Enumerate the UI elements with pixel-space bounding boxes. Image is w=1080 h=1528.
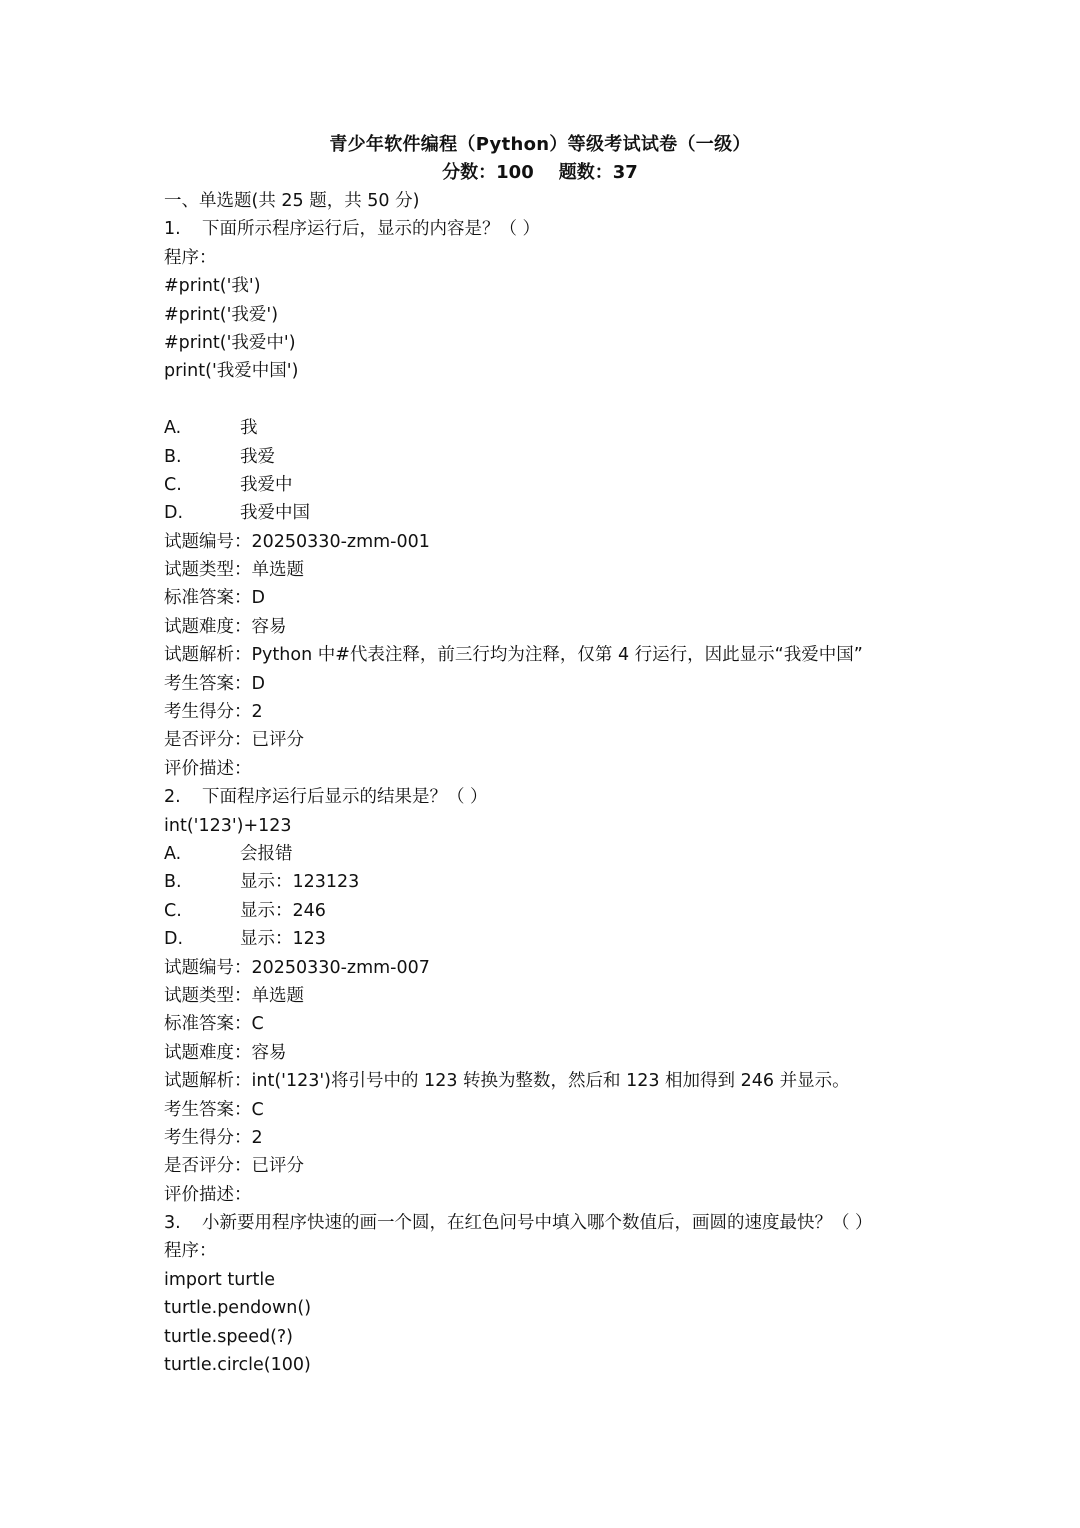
option-letter: A. xyxy=(164,418,182,439)
question-number: 1. xyxy=(164,219,181,240)
standard-answer: 标准答案：D xyxy=(164,588,265,609)
code-line: int('123')+123 xyxy=(164,815,292,836)
standard-answer: 标准答案：C xyxy=(164,1014,264,1035)
question-type: 试题类型：单选题 xyxy=(164,560,304,581)
code-line: turtle.speed(?) xyxy=(164,1326,294,1347)
program-label: 程序： xyxy=(164,247,217,268)
question-id: 试题编号：20250330-zmm-007 xyxy=(164,957,430,978)
option-a[interactable] xyxy=(164,840,1044,868)
question-2-stem xyxy=(164,783,1044,811)
option-b[interactable] xyxy=(164,868,1044,896)
spacer xyxy=(164,386,1044,414)
graded-status: 是否评分：已评分 xyxy=(164,1156,304,1177)
evaluation: 评价描述： xyxy=(164,758,252,779)
option-text: 会报错 xyxy=(240,843,293,864)
code-line: #print('我爱') xyxy=(164,304,279,325)
option-c[interactable] xyxy=(164,471,1044,499)
student-answer: 考生答案：C xyxy=(164,1099,264,1120)
program-label: 程序： xyxy=(164,1241,217,1262)
exam-title: 青少年软件编程（Python）等级考试试卷（一级） xyxy=(329,134,751,155)
difficulty: 试题难度：容易 xyxy=(164,616,287,637)
student-score: 考生得分：2 xyxy=(164,702,263,723)
student-score: 考生得分：2 xyxy=(164,1127,263,1148)
option-letter: A. xyxy=(164,843,182,864)
exam-body xyxy=(164,187,1044,1379)
option-text: 显示：123123 xyxy=(240,872,360,893)
option-text: 我爱中国 xyxy=(240,503,310,524)
option-text: 显示：246 xyxy=(240,900,326,921)
question-type: 试题类型：单选题 xyxy=(164,985,304,1006)
code-line: print('我爱中国') xyxy=(164,361,299,382)
code-line: import turtle xyxy=(164,1269,275,1290)
code-line: #print('我爱中') xyxy=(164,332,296,353)
option-a[interactable] xyxy=(164,414,1044,442)
option-text: 我爱中 xyxy=(240,474,293,495)
question-text: 下面程序运行后显示的结果是？（ ） xyxy=(202,787,488,808)
student-answer: 考生答案：D xyxy=(164,673,265,694)
option-letter: D. xyxy=(164,503,184,524)
option-text: 我爱 xyxy=(240,446,275,467)
option-letter: C. xyxy=(164,474,182,495)
code-line: #print('我') xyxy=(164,276,261,297)
question-id: 试题编号：20250330-zmm-001 xyxy=(164,531,430,552)
code-line: turtle.circle(100) xyxy=(164,1355,311,1376)
question-3-stem xyxy=(164,1209,1044,1237)
graded-status: 是否评分：已评分 xyxy=(164,730,304,751)
option-letter: B. xyxy=(164,446,182,467)
option-text: 我 xyxy=(240,418,258,439)
option-text: 显示：123 xyxy=(240,929,326,950)
option-d[interactable] xyxy=(164,499,1044,527)
option-d[interactable] xyxy=(164,925,1044,953)
question-number: 3. xyxy=(164,1213,181,1234)
option-c[interactable] xyxy=(164,897,1044,925)
option-letter: B. xyxy=(164,872,182,893)
section-header: 一、单选题(共 25 题，共 50 分) xyxy=(164,191,420,211)
question-text: 小新要用程序快速的画一个圆，在红色问号中填入哪个数值后，画圆的速度最快？（ ） xyxy=(202,1213,873,1234)
exam-summary: 分数：100 题数：37 xyxy=(442,162,638,183)
explanation: 试题解析：Python 中#代表注释，前三行均为注释，仅第 4 行运行，因此显示“我爱中国” xyxy=(164,645,863,666)
explanation: 试题解析：int('123')将引号中的 123 转换为整数，然后和 123 相加得到 246 并显示。 xyxy=(164,1071,850,1092)
question-text: 下面所示程序运行后，显示的内容是？（ ） xyxy=(202,219,541,240)
difficulty: 试题难度：容易 xyxy=(164,1042,287,1063)
option-b[interactable] xyxy=(164,443,1044,471)
code-line: turtle.pendown() xyxy=(164,1298,312,1319)
question-number: 2. xyxy=(164,787,181,808)
evaluation: 评价描述： xyxy=(164,1184,252,1205)
option-letter: D. xyxy=(164,929,184,950)
question-1-stem xyxy=(164,215,1044,243)
option-letter: C. xyxy=(164,900,182,921)
